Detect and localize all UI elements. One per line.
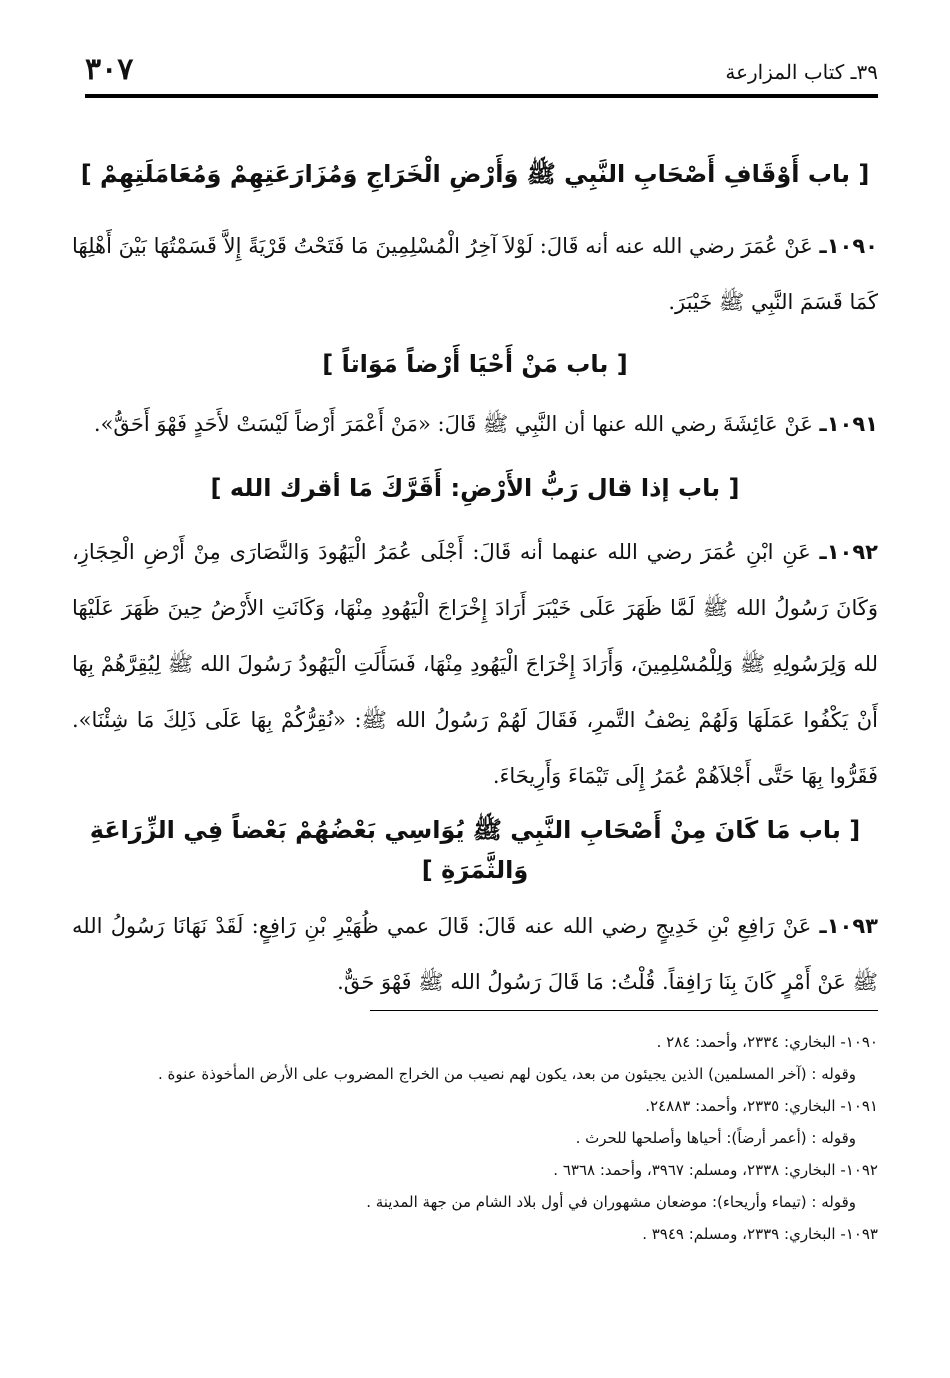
section-heading: [ باب مَنْ أَحْيَا أَرْضاً مَوَاتاً ]: [322, 350, 628, 378]
hadith-number: ١٠٩٠ـ: [819, 234, 878, 258]
page-header: [85, 50, 878, 98]
footnote-reference: ١٠٩٢- البخاري: ٢٣٣٨، ومسلم: ٣٩٦٧، وأحمد: ٦٣٦٨ .: [553, 1161, 878, 1179]
footnote-explanation: وقوله : (آخر المسلمين) الذين يجيئون من بعد، يكون لهم نصيب من الخراج المضروب على الأرض المأخوذة عنوة .: [157, 1065, 856, 1083]
hadith-text: عَنْ رَافِعِ بْنِ خَدِيجٍ رضي الله عنه قَالَ: قَالَ عمي ظُهَيْرِ بْنِ رَافِعٍ: لَقَدْ نَهَانَا رَسُولُ الله ﷺ عَنْ أَمْرٍ كَانَ بِنَا رَافِقاً. قُلْتُ: مَا قَالَ رَسُولُ الله ﷺ فَهْوَ حَقٌّ.: [72, 914, 878, 994]
hadith-text: عَنْ عُمَرَ رضي الله عنه أنه قَالَ: لَوْلاَ آخِرُ الْمُسْلِمِينَ مَا فَتَحْتُ قَرْيَةً إِلاَّ قَسَمْتُهَا بَيْنَ أَهْلِهَا كَمَا قَسَمَ النَّبِي ﷺ خَيْبَرَ.: [72, 234, 878, 314]
hadith-text: عَنِ ابْنِ عُمَرَ رضي الله عنهما أنه قَالَ: أَجْلَى عُمَرُ الْيَهُودَ وَالنَّصَارَى مِنْ أَرْضِ الْحِجَازِ، وَكَانَ رَسُولُ الله ﷺ لَمَّا ظَهَرَ عَلَى خَيْبَرَ أَرَادَ إِخْرَاجَ الْيَهُودِ مِنْهَا، وَكَانَتِ الأَرْضُ حِينَ ظَهَرَ عَلَيْهَا لله وَلِرَسُولِهِ ﷺ وَلِلْمُسْلِمِينَ، وَأَرَادَ إِخْرَاجَ الْيَهُودِ مِنْهَا، فَسَأَلَتِ الْيَهُودُ رَسُولَ الله ﷺ لِيُقِرَّهُمْ بِهَا أَنْ يَكْفُوا عَمَلَهَا وَلَهُمْ نِصْفُ التَّمرِ، فَقَالَ لَهُمْ رَسُولُ الله ﷺ: «نُقِرُّكُمْ بِهَا عَلَى ذَلِكَ مَا شِئْنَا». فَقَرُّوا بِهَا حَتَّى أَجْلاَهُمْ عُمَرُ إِلَى تَيْمَاءَ وَأَرِيحَاءَ.: [72, 540, 878, 788]
hadith-number: ١٠٩٣ـ: [819, 914, 878, 938]
footnote-reference: ١٠٩٣- البخاري: ٢٣٣٩، ومسلم: ٣٩٤٩ .: [642, 1225, 878, 1243]
hadith-paragraph: [72, 218, 878, 330]
chapter-title: ٣٩ـ كتاب المزارعة: [725, 60, 878, 84]
hadith-paragraph: [72, 524, 878, 804]
footnote-reference: ١٠٩٠- البخاري: ٢٣٣٤، وأحمد: ٢٨٤ .: [656, 1033, 878, 1051]
footnote-divider: [370, 1010, 878, 1011]
section-heading: [ باب مَا كَانَ مِنْ أَصْحَابِ النَّبِي ﷺ يُوَاسِي بَعْضُهُمْ بَعْضاً فِي الزِّرَاعَةِ وَالثَّمَرَةِ ]: [89, 816, 861, 884]
page-number: ٣٠٧: [85, 52, 134, 87]
section-heading: [ باب أَوْقَافِ أَصْحَابِ النَّبِي ﷺ وَأَرْضِ الْخَرَاجِ وَمُزَارَعَتِهِمْ وَمُعَامَلَتِهِمْ ]: [80, 160, 870, 188]
footnote-explanation: وقوله : (تيماء وأريحاء): موضعان مشهوران في أول بلاد الشام من جهة المدينة .: [366, 1193, 856, 1211]
hadith-paragraph: [72, 898, 878, 1010]
footnote-reference: ١٠٩١- البخاري: ٢٣٣٥، وأحمد: ٢٤٨٨٣.: [645, 1097, 878, 1115]
hadith-number: ١٠٩٢ـ: [819, 540, 878, 564]
hadith-number: ١٠٩١ـ: [819, 412, 878, 436]
footnote-explanation: وقوله : (أعمر أرضاً): أحياها وأصلحها للحرث .: [575, 1129, 856, 1147]
hadith-paragraph: [72, 396, 878, 452]
footnotes: [72, 1026, 878, 1250]
section-heading: [ باب إذا قال رَبُّ الأَرْضِ: أَقَرَّكَ مَا أقرك الله ]: [210, 474, 740, 502]
main-text: [72, 140, 878, 1010]
hadith-text: عَنْ عَائِشَةَ رضي الله عنها أن النَّبِي ﷺ قَالَ: «مَنْ أَعْمَرَ أَرْضاً لَيْسَتْ لأَحَدٍ فَهْوَ أَحَقُّ».: [93, 412, 813, 436]
